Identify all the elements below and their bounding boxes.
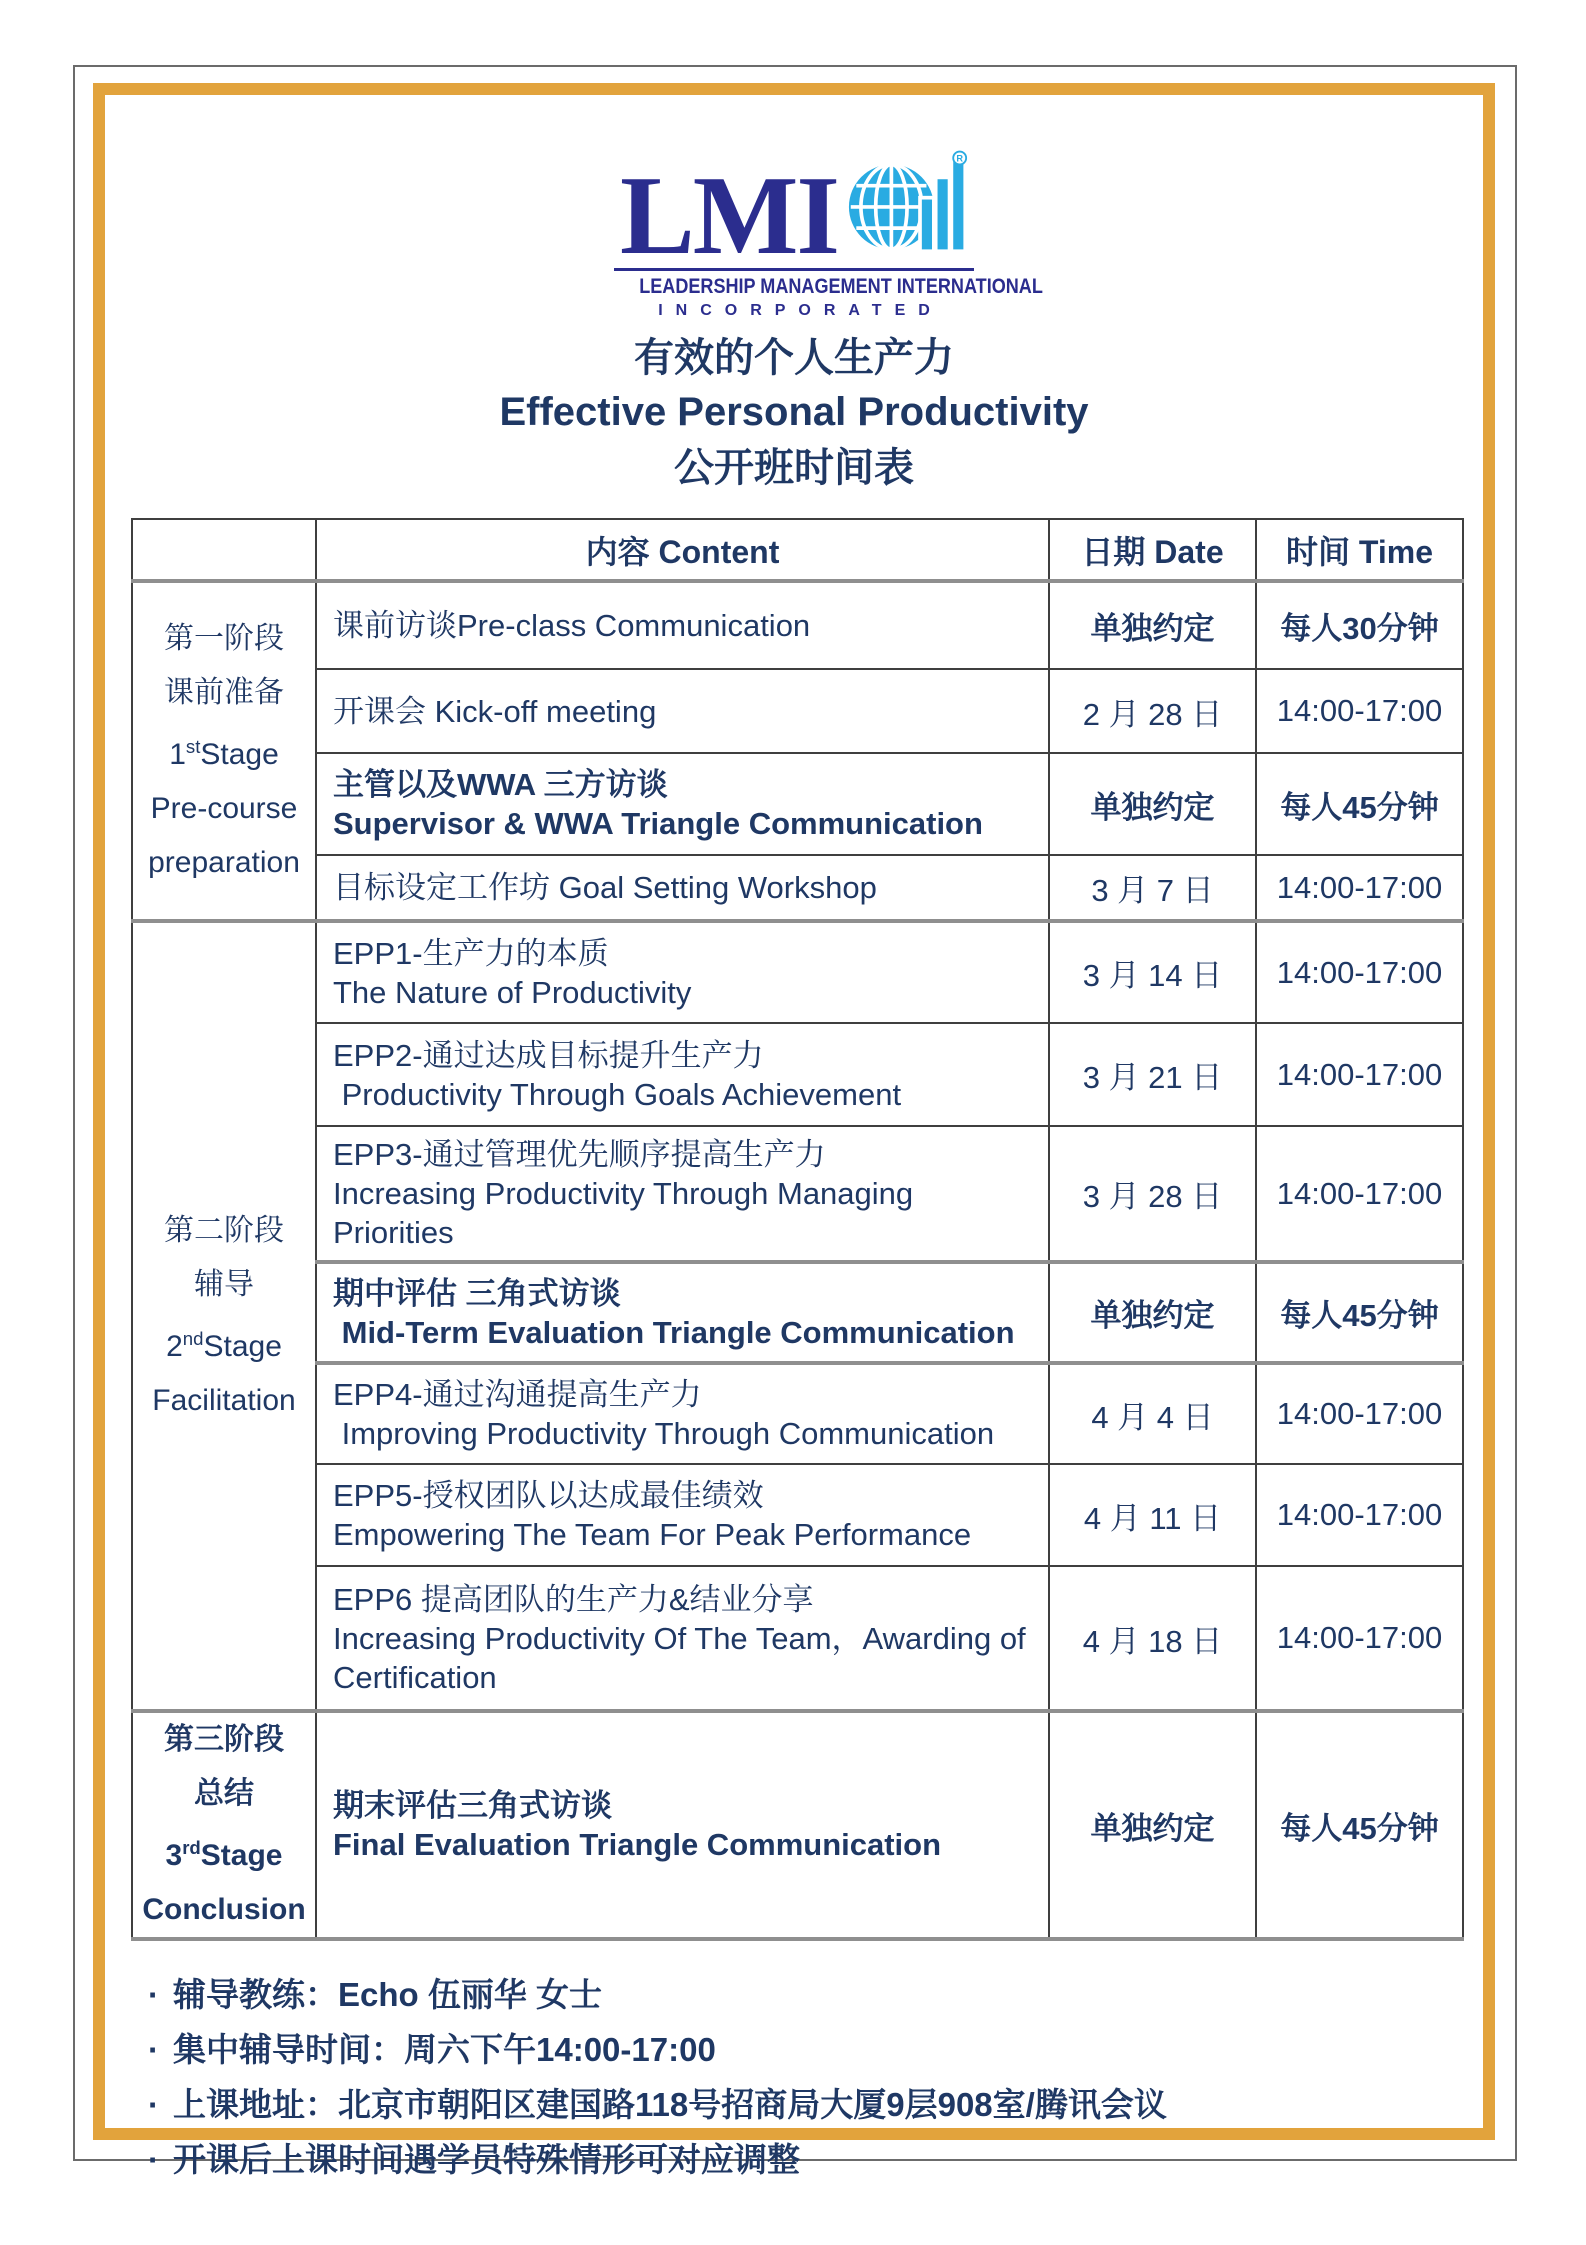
date-cell: 单独约定 bbox=[1049, 1711, 1256, 1939]
stage-cell: 第二阶段 辅导 2ndStage Facilitation bbox=[132, 921, 316, 1711]
date-cell: 单独约定 bbox=[1049, 581, 1256, 669]
date-cell: 3 月 14 日 bbox=[1049, 921, 1256, 1023]
date-cell: 2 月 28 日 bbox=[1049, 669, 1256, 753]
note-text: 上课地址：北京市朝阳区建国路118号招商局大厦9层908室/腾讯会议 bbox=[173, 2086, 1167, 2124]
date-cell: 3 月 21 日 bbox=[1049, 1023, 1256, 1126]
note-item bbox=[148, 1975, 1484, 2015]
bullet-icon: · bbox=[148, 2141, 159, 2179]
course-title-en: Effective Personal Productivity bbox=[499, 390, 1089, 435]
table-row bbox=[132, 1126, 1463, 1262]
table-row bbox=[132, 1023, 1463, 1126]
note-item bbox=[148, 2085, 1484, 2125]
time-cell: 14:00-17:00 bbox=[1256, 1566, 1463, 1711]
content-cell: EPP1-生产力的本质 The Nature of Productivity bbox=[316, 921, 1049, 1023]
bullet-icon: · bbox=[148, 2086, 159, 2124]
note-text: 辅导教练：Echo 伍丽华 女士 bbox=[173, 1976, 603, 2014]
content-cell: 目标设定工作坊 Goal Setting Workshop bbox=[316, 855, 1049, 921]
date-cell: 4 月 4 日 bbox=[1049, 1363, 1256, 1464]
lmi-logo bbox=[614, 149, 1043, 320]
content-cell: 期末评估三角式访谈 Final Evaluation Triangle Communication bbox=[316, 1711, 1049, 1939]
date-cell: 单独约定 bbox=[1049, 1262, 1256, 1363]
logo-company-name: LEADERSHIP MANAGEMENT INTERNATIONAL bbox=[639, 275, 1043, 298]
time-cell: 每人45分钟 bbox=[1256, 753, 1463, 855]
date-column-header: 日期 Date bbox=[1049, 519, 1256, 581]
table-row bbox=[132, 1262, 1463, 1363]
notes-list bbox=[104, 1975, 1484, 2180]
bullet-icon: · bbox=[148, 2031, 159, 2069]
schedule-table bbox=[131, 518, 1464, 1941]
note-text: 集中辅导时间：周六下午14:00-17:00 bbox=[173, 2031, 716, 2069]
stage-cell: 第一阶段 课前准备 1stStage Pre-course preparation bbox=[132, 581, 316, 921]
content-cell: EPP2-通过达成目标提升生产力 Productivity Through Goals Achievement bbox=[316, 1023, 1049, 1126]
table-row bbox=[132, 855, 1463, 921]
content-cell: EPP4-通过沟通提高生产力 Improving Productivity Through Communication bbox=[316, 1363, 1049, 1464]
lmi-logo-top bbox=[614, 149, 974, 279]
stage-column-header bbox=[132, 519, 316, 581]
table-row bbox=[132, 1363, 1463, 1464]
schedule-table-body bbox=[132, 581, 1463, 1939]
table-row bbox=[132, 753, 1463, 855]
note-item bbox=[148, 2030, 1484, 2070]
content-column-header: 内容 Content bbox=[316, 519, 1049, 581]
globe-bars-icon bbox=[848, 149, 968, 263]
time-cell: 14:00-17:00 bbox=[1256, 1464, 1463, 1566]
time-cell: 每人30分钟 bbox=[1256, 581, 1463, 669]
logo-incorporated: INCORPORATED bbox=[658, 302, 943, 320]
date-cell: 3 月 7 日 bbox=[1049, 855, 1256, 921]
content-cell: EPP5-授权团队以达成最佳绩效 Empowering The Team For Peak Performance bbox=[316, 1464, 1049, 1566]
time-column-header: 时间 Time bbox=[1256, 519, 1463, 581]
note-item bbox=[148, 2140, 1484, 2180]
content-cell: 课前访谈Pre-class Communication bbox=[316, 581, 1049, 669]
table-row bbox=[132, 921, 1463, 1023]
content-cell: EPP6 提高团队的生产力&结业分享 Increasing Productivity Of The Team，Awarding of Certification bbox=[316, 1566, 1049, 1711]
table-row bbox=[132, 581, 1463, 669]
content-cell: 开课会 Kick-off meeting bbox=[316, 669, 1049, 753]
lmi-acronym: LMI bbox=[620, 154, 838, 279]
date-cell: 4 月 18 日 bbox=[1049, 1566, 1256, 1711]
note-text: 开课后上课时间遇学员特殊情形可对应调整 bbox=[173, 2141, 800, 2179]
schedule-subtitle: 公开班时间表 bbox=[674, 446, 914, 491]
time-cell: 14:00-17:00 bbox=[1256, 921, 1463, 1023]
stage-cell: 第三阶段 总结 3rdStage Conclusion bbox=[132, 1711, 316, 1939]
time-cell: 14:00-17:00 bbox=[1256, 669, 1463, 753]
time-cell: 14:00-17:00 bbox=[1256, 1126, 1463, 1262]
time-cell: 14:00-17:00 bbox=[1256, 1363, 1463, 1464]
date-cell: 4 月 11 日 bbox=[1049, 1464, 1256, 1566]
table-row bbox=[132, 1566, 1463, 1711]
svg-text:R: R bbox=[956, 153, 964, 164]
time-cell: 14:00-17:00 bbox=[1256, 855, 1463, 921]
date-cell: 单独约定 bbox=[1049, 753, 1256, 855]
table-row bbox=[132, 1464, 1463, 1566]
page-content bbox=[104, 95, 1484, 2195]
content-cell: 主管以及WWA 三方访谈 Supervisor & WWA Triangle Communication bbox=[316, 753, 1049, 855]
table-row bbox=[132, 669, 1463, 753]
time-cell: 14:00-17:00 bbox=[1256, 1023, 1463, 1126]
bullet-icon: · bbox=[148, 1976, 159, 2014]
header-row bbox=[132, 519, 1463, 581]
table-row bbox=[132, 1711, 1463, 1939]
time-cell: 每人45分钟 bbox=[1256, 1262, 1463, 1363]
content-cell: EPP3-通过管理优先顺序提高生产力 Increasing Productivity Through Managing Priorities bbox=[316, 1126, 1049, 1262]
date-cell: 3 月 28 日 bbox=[1049, 1126, 1256, 1262]
time-cell: 每人45分钟 bbox=[1256, 1711, 1463, 1939]
course-title-zh: 有效的个人生产力 bbox=[634, 336, 954, 381]
content-cell: 期中评估 三角式访谈 Mid-Term Evaluation Triangle Communication bbox=[316, 1262, 1049, 1363]
